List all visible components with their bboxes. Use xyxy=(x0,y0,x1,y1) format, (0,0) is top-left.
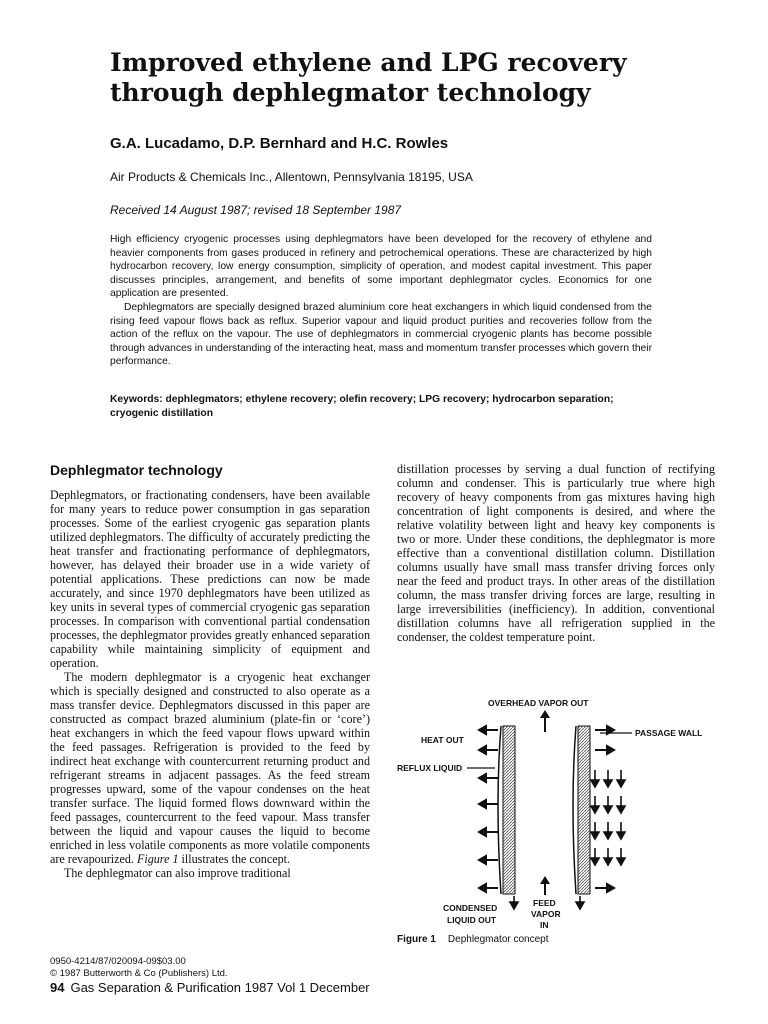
body-paragraph-3: The dephlegmator can also improve traditional xyxy=(64,866,291,880)
footer-publication-info xyxy=(50,956,228,980)
dephlegmator-diagram xyxy=(395,692,725,952)
authors: G.A. Lucadamo, D.P. Bernhard and H.C. Rowles xyxy=(110,135,449,152)
figure-caption-text: Dephlegmator concept xyxy=(447,934,549,945)
in-label: IN xyxy=(540,920,549,930)
body-column-2-paragraph: distillation processes by serving a dual function of rectifying column and condenser. This is particularly true where high recovery of heavy components from gas mixtures having high concentration of light components is desired, and where the relative volatility between light and heavy key components is two or more. Under these conditions, the dephlegmator is more effective than a conventional distillation column. Distillation columns usually have small mass transfer driving forces only near the feed and product trays. In other areas of the distillation column, the mass transfer driving forces are large, resulting in large irreversibilities (inefficiency). In addition, conventional distillation columns have all refrigeration supplied in the condenser, the coldest temperature point. xyxy=(397,462,715,644)
left-liquid-film xyxy=(498,726,501,894)
affiliation: Air Products & Chemicals Inc., Allentown, Pennsylvania 18195, USA xyxy=(110,170,473,184)
passage-wall-label: PASSAGE WALL xyxy=(635,728,703,738)
feed-vapor-arrow xyxy=(540,876,550,895)
body-paragraph-2-text: The modern dephlegmator is a cryogenic heat exchanger which is specially designed and constructed to also operate as a mass transfer device. Dephlegmators discussed in this paper are constructed as compact brazed aluminium (plate-fin or ‘core’) heat exchangers in which the feed vapour flows upward within the feed passages. Refrigeration is provided to the feed by indirect heat exchange with countercurrent returning product and refrigerant streams in adjacent passages. As the feed stream progresses upward, some of the vapour condenses on the heat transfer surface. The liquid formed flows downward within the feed passages, countercurrent to the feed vapour. Mass transfer between the liquid and vapour causes the liquid to become enriched in less volatile components as more volatile components are revapourized. xyxy=(50,670,370,866)
right-passage-wall xyxy=(578,726,590,894)
overhead-arrow xyxy=(540,710,550,732)
condensed-label: CONDENSED xyxy=(443,903,498,913)
left-passage-wall xyxy=(503,726,515,894)
paper-title: Improved ethylene and LPG recovery through dephlegmator technology xyxy=(110,48,627,107)
keywords: Keywords: dephlegmators; ethylene recovery; olefin recovery; LPG recovery; hydrocarbon separation; cryogenic distillation xyxy=(110,394,614,419)
page-number: 94 xyxy=(50,980,65,995)
footer-journal xyxy=(50,980,370,995)
body-paragraph-2 xyxy=(50,670,370,866)
feed-label: FEED xyxy=(533,898,556,908)
reflux-liquid-label: REFLUX LIQUID xyxy=(397,763,463,773)
body-paragraph-2-end: illustrates the concept. xyxy=(181,852,291,866)
footer-code: 0950-4214/87/020094-09$03.00 xyxy=(50,956,186,967)
abstract-paragraph-2: Dephlegmators are specially designed brazed aluminium core heat exchangers in which liquid condensed from the rising feed vapour flows back as reflux. Superior vapour and liquid product purities and recoveries follow from the action of the reflux on the vapour. The use of dephlegmators in commercial cryogenic plants has become possible through advances in understanding of the interacting heat, mass and momentum transfer processes which govern their performance. xyxy=(110,301,652,368)
right-liquid-film xyxy=(573,726,576,894)
left-heat-arrows xyxy=(479,726,498,892)
abstract xyxy=(110,233,652,369)
figure-reference: Figure 1 xyxy=(136,852,179,866)
heat-out-label: HEAT OUT xyxy=(421,735,464,745)
body-paragraph-1: Dephlegmators, or fractionating condensers, have been available for many years to reduce power consumption in gas separation processes. Some of the earliest cryogenic gas separation plants utilized dephlegmators. The difficulty of accurately predicting the heat transfer and fractionating performance of dephlegmators, however, has delayed their broader use in a wide variety of potential applications. These predictions can now be made accurately, and since 1970 dephlegmators have been utilized as key units in several types of commercial cryogenic gas separation processes. In comparison with conventional partial condensation processes, the dephlegmator provides greatly enhanced separation capability while maintaining simplicity of equipment and operation. xyxy=(50,488,370,670)
body-column-2 xyxy=(397,462,715,644)
abstract-paragraph-1: High efficiency cryogenic processes using dephlegmators have been developed for the recovery of ethylene and heavier components from gases produced in refinery and petrochemical operations. These are characterized by high hydrocarbon recovery, low energy consumption, simplicity of operation, and modest capital investment. This paper discusses principles, arrangement, and benefits of some important dephlegmator cycles. Economics for one application are presented. xyxy=(110,234,652,300)
overhead-vapor-label: OVERHEAD VAPOR OUT xyxy=(488,698,589,708)
liquid-down-arrows xyxy=(591,770,625,865)
section-heading: Dephlegmator technology xyxy=(50,462,223,478)
footer-copyright: © 1987 Butterworth & Co (Publishers) Ltd. xyxy=(50,968,228,979)
journal-name: Gas Separation & Purification 1987 Vol 1 December xyxy=(70,980,370,995)
body-column-1 xyxy=(50,488,370,880)
figure-caption xyxy=(397,934,549,945)
liquid-out-label: LIQUID OUT xyxy=(447,915,497,925)
vapor-label: VAPOR xyxy=(531,909,561,919)
figure-caption-label: Figure 1 xyxy=(397,934,436,945)
received-dates: Received 14 August 1987; revised 18 September 1987 xyxy=(110,203,402,217)
